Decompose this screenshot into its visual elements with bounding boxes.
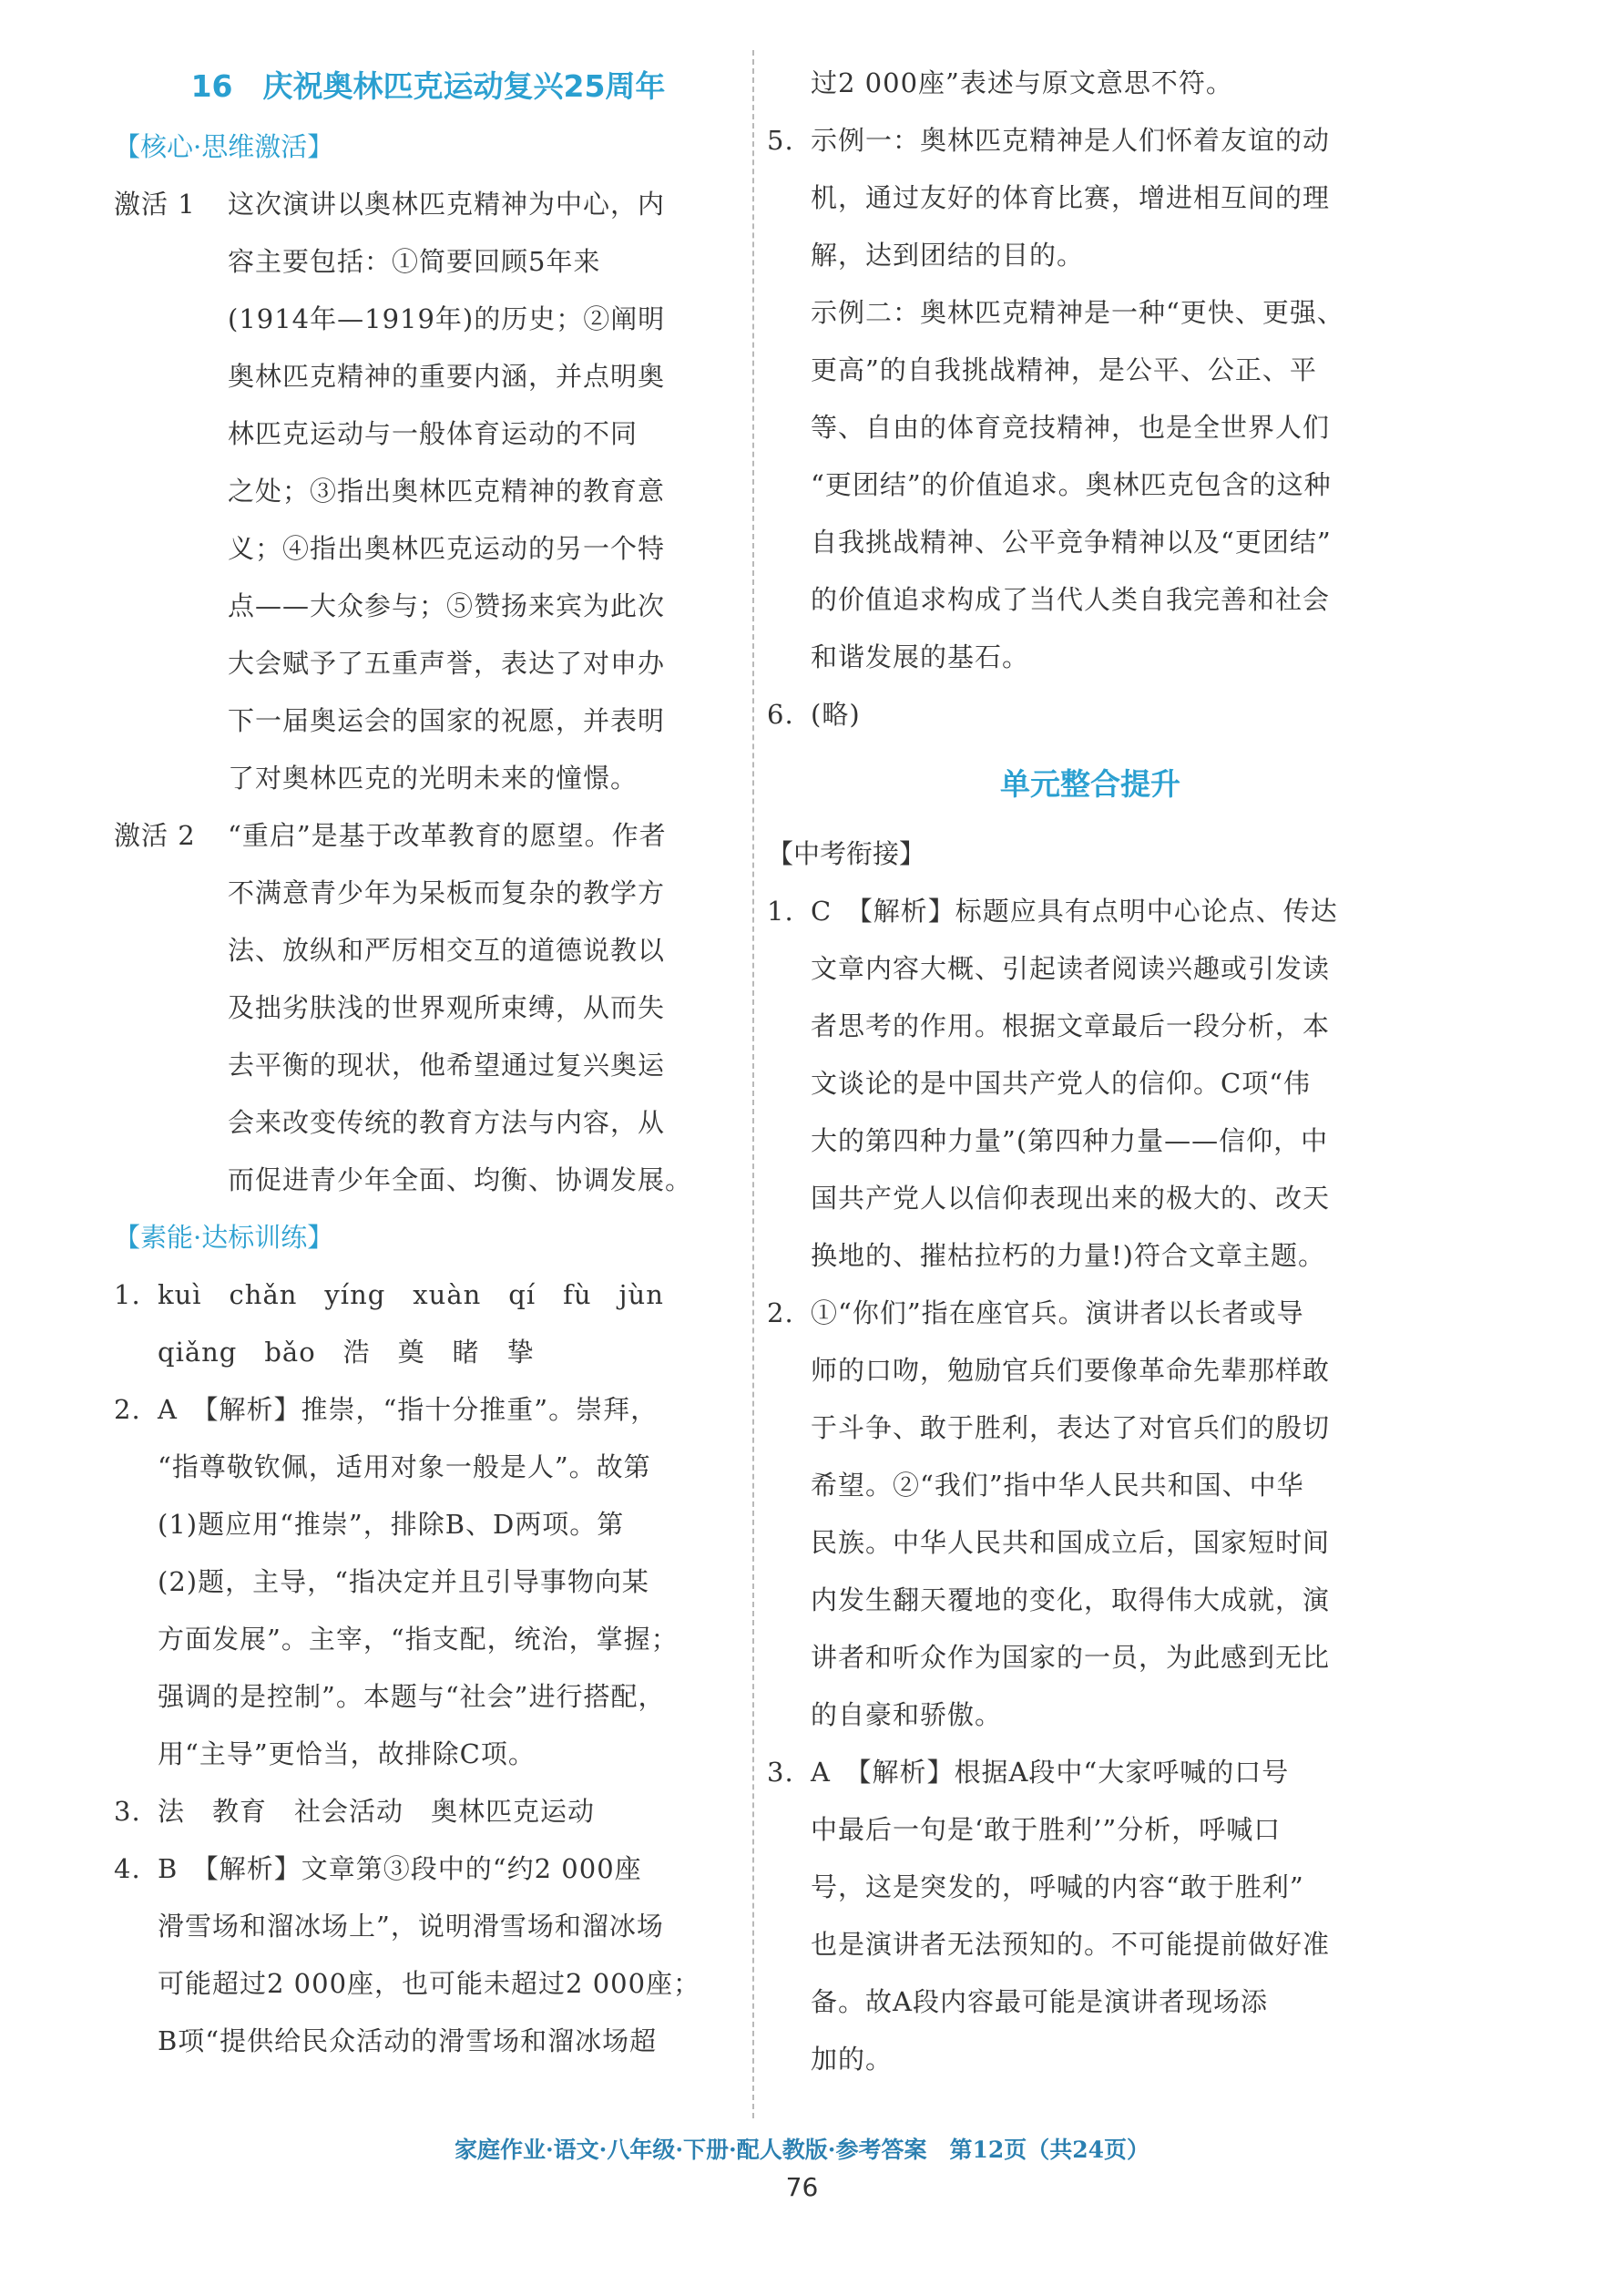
answer-line — [767, 1744, 1414, 1801]
item-number: 1. — [767, 896, 794, 927]
answer-line: 点——大众参与；⑤赞扬来宾为此次 — [228, 590, 666, 621]
answer-line: 中最后一句是‘敢于胜利’”分析，呼喊口 — [811, 1814, 1282, 1845]
line-text: A 【解析】根据A段中“大家呼喊的口号 — [811, 1757, 1290, 1788]
answer-line: 和谐发展的基石。 — [811, 641, 1030, 672]
answer-line: 等、自由的体育竞技精神，也是全世界人们 — [811, 412, 1331, 443]
answer-line — [767, 686, 1414, 743]
item-number: 4. — [114, 1853, 141, 1884]
answer-line: 之处；③指出奥林匹克精神的教育意 — [228, 476, 666, 507]
right-top-lines — [767, 55, 1414, 743]
section-heading: 【中考衔接】 — [767, 838, 926, 869]
item-number: 5. — [767, 125, 794, 156]
answer-line: 奥林匹克精神的重要内涵，并点明奥 — [228, 361, 666, 392]
line-text: 这次演讲以奥林匹克精神为中心，内 — [228, 189, 666, 220]
item-number: 2. — [767, 1297, 794, 1328]
answer-line: 文章内容大概、引起读者阅读兴趣或引发读 — [811, 953, 1331, 984]
answer-line: 希望。②“我们”指中华人民共和国、中华 — [811, 1470, 1304, 1501]
lesson-title: 16 庆祝奥林匹克运动复兴25周年 — [190, 68, 666, 104]
line-text: “重启”是基于改革教育的愿望。作者 — [228, 820, 667, 851]
answer-line: 法、放纵和严厉相交互的道德说教以 — [228, 935, 666, 966]
answer-line: 义；④指出奥林匹克运动的另一个特 — [228, 533, 666, 564]
answer-line: 机，通过友好的体育比赛，增进相互间的理 — [811, 182, 1331, 213]
answer-line: 不满意青少年为呆板而复杂的教学方 — [228, 877, 666, 908]
page-footer: 家庭作业·语文·八年级·下册·配人教版·参考答案 第12页（共24页） — [454, 2137, 1150, 2163]
answer-line: 自我挑战精神、公平竞争精神以及“更团结” — [811, 527, 1332, 558]
answer-line — [114, 1840, 742, 1898]
answer-line: 下一届奥运会的国家的祝愿，并表明 — [228, 705, 666, 736]
answer-line: 林匹克运动与一般体育运动的不同 — [228, 418, 639, 449]
answer-line: 示例二：奥林匹克精神是一种“更快、更强、 — [811, 297, 1344, 328]
line-text: A 【解析】推崇，“指十分推重”。崇拜， — [158, 1394, 659, 1425]
item-number: 6. — [767, 699, 794, 730]
line-text: B 【解析】文章第③段中的“约2 000座 — [158, 1853, 642, 1884]
answer-line: 者思考的作用。根据文章最后一段分析，本 — [811, 1010, 1331, 1041]
answer-line: 讲者和听众作为国家的一员，为此感到无比 — [811, 1642, 1331, 1673]
answer-line: 容主要包括：①简要回顾5年来 — [228, 246, 601, 277]
answer-line: (1914年—1919年)的历史；②阐明 — [228, 303, 666, 334]
answer-line — [767, 1285, 1414, 1342]
section-heading: 【核心·思维激活】 — [114, 131, 334, 162]
line-text: C 【解析】标题应具有点明中心论点、传达 — [811, 896, 1338, 927]
item-number: 3. — [114, 1796, 141, 1827]
answer-line: 去平衡的现状，他希望通过复兴奥运 — [228, 1050, 666, 1081]
answer-line: 的自豪和骄傲。 — [811, 1699, 1003, 1730]
answer-line: 国共产党人以信仰表现出来的极大的、改天 — [811, 1183, 1331, 1214]
answer-line: 及拙劣肤浅的世界观所束缚，从而失 — [228, 992, 666, 1023]
answer-line: 大的第四种力量”(第四种力量——信仰，中 — [811, 1125, 1329, 1156]
answer-line: qiǎng bǎo 浩 奠 睹 挚 — [158, 1337, 535, 1368]
answer-line: 解，达到团结的目的。 — [811, 240, 1085, 271]
line-text: ①“你们”指在座官兵。演讲者以长者或导 — [811, 1297, 1304, 1328]
answer-line: “更团结”的价值追求。奥林匹克包含的这种 — [811, 469, 1332, 500]
answer-line: 备。故A段内容最可能是演讲者现场添 — [811, 1986, 1268, 2017]
answer-line: 过2 000座”表述与原文意思不符。 — [811, 67, 1233, 98]
left-lines — [114, 118, 742, 2070]
answer-line: 民族。中华人民共和国成立后，国家短时间 — [811, 1527, 1331, 1558]
answer-line: 加的。 — [811, 2044, 894, 2075]
answer-line: 也是演讲者无法预知的。不可能提前做好准 — [811, 1929, 1331, 1960]
answer-line: 于斗争、敢于胜利，表达了对官兵们的殷切 — [811, 1412, 1331, 1443]
answer-line: 内发生翻天覆地的变化，取得伟大成就，演 — [811, 1584, 1331, 1615]
answer-line — [114, 1783, 742, 1840]
item-number: 1. — [114, 1279, 141, 1310]
answer-line: B项“提供给民众活动的滑雪场和溜冰场超 — [158, 2025, 658, 2056]
answer-line — [767, 112, 1414, 169]
answer-line: 滑雪场和溜冰场上”，说明滑雪场和溜冰场 — [158, 1911, 664, 1942]
right-bottom-lines — [767, 825, 1414, 2088]
item-number: 2. — [114, 1394, 141, 1425]
line-text: 示例一：奥林匹克精神是人们怀着友谊的动 — [811, 125, 1331, 156]
left-column — [114, 55, 742, 2070]
unit-title: 单元整合提升 — [1000, 766, 1180, 802]
line-text: (略) — [811, 699, 861, 730]
answer-line — [767, 883, 1414, 940]
answer-line: 方面发展”。主宰，“指支配，统治，掌握； — [158, 1624, 679, 1655]
item-number: 激活 1 — [114, 189, 196, 220]
answer-line — [114, 176, 742, 233]
answer-line: 大会赋予了五重声誉，表达了对申办 — [228, 648, 666, 679]
answer-line: 师的口吻，勉励官兵们要像革命先辈那样敢 — [811, 1355, 1331, 1386]
answer-line — [114, 807, 742, 865]
answer-line: 可能超过2 000座，也可能未超过2 000座； — [158, 1968, 701, 1999]
right-column — [767, 55, 1414, 2088]
answer-line: (1)题应用“推崇”，排除B、D两项。第 — [158, 1509, 625, 1540]
answer-line: 更高”的自我挑战精神，是公平、公正、平 — [811, 354, 1317, 385]
answer-line: 了对奥林匹克的光明未来的憧憬。 — [228, 763, 639, 794]
section-heading: 【素能·达标训练】 — [114, 1222, 334, 1253]
page-number: 76 — [785, 2172, 819, 2202]
answer-line: 而促进青少年全面、均衡、协调发展。 — [228, 1164, 693, 1195]
answer-line: 换地的、摧枯拉朽的力量!)符合文章主题。 — [811, 1240, 1325, 1271]
answer-line: “指尊敬钦佩，适用对象一般是人”。故第 — [158, 1451, 651, 1482]
column-divider — [752, 50, 754, 2118]
line-text: 法 教育 社会活动 奥林匹克运动 — [158, 1796, 596, 1827]
answer-line: 号，这是突发的，呼喊的内容“敢于胜利” — [811, 1871, 1304, 1902]
answer-line: 会来改变传统的教育方法与内容，从 — [228, 1107, 666, 1138]
line-text: kuì chǎn yíng xuàn qí fù jùn — [158, 1279, 664, 1310]
answer-line: 文谈论的是中国共产党人的信仰。C项“伟 — [811, 1068, 1312, 1099]
answer-line: (2)题，主导，“指决定并且引导事物向某 — [158, 1566, 649, 1597]
answer-line — [114, 1381, 742, 1439]
answer-line: 用“主导”更恰当，故排除C项。 — [158, 1738, 536, 1769]
answer-line: 的价值追求构成了当代人类自我完善和社会 — [811, 584, 1331, 615]
answer-line: 强调的是控制”。本题与“社会”进行搭配， — [158, 1681, 666, 1712]
item-number: 3. — [767, 1757, 794, 1788]
answer-line — [114, 1266, 742, 1324]
item-number: 激活 2 — [114, 820, 196, 851]
